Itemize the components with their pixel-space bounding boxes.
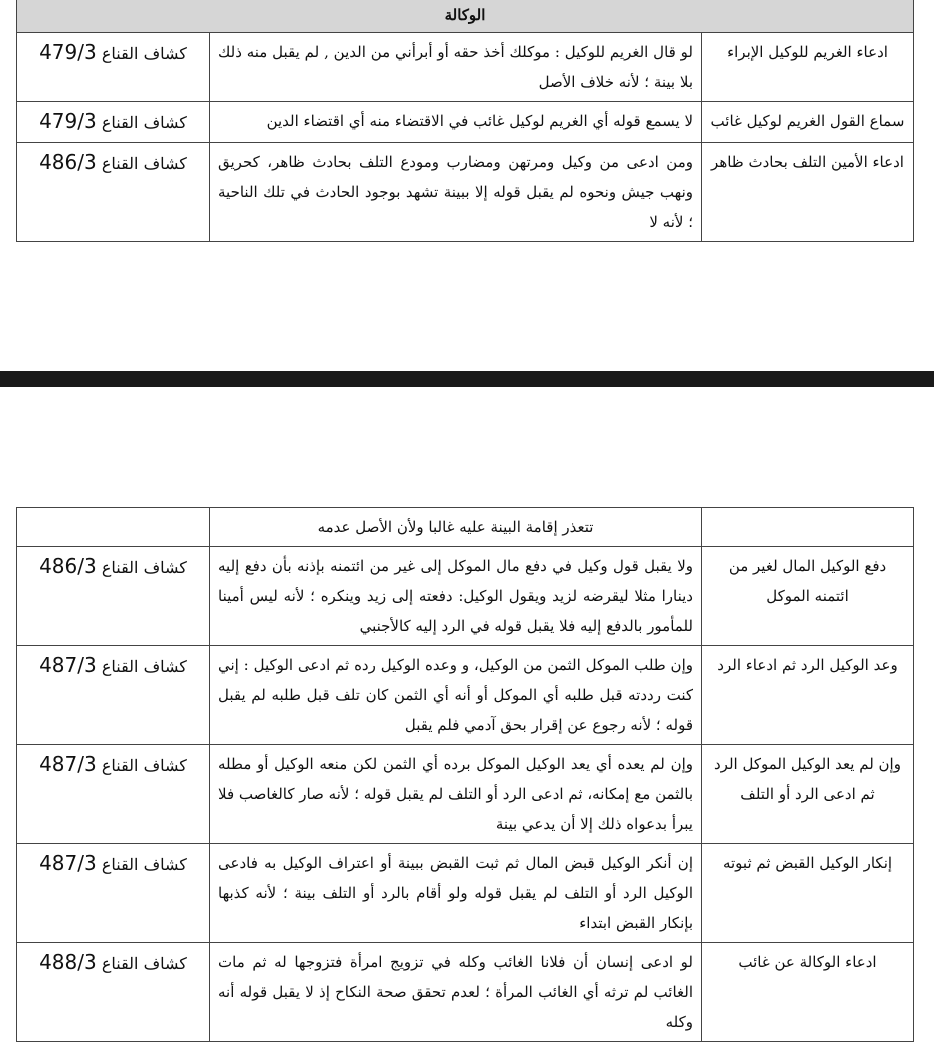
reference-number: 486/3 [39, 554, 97, 578]
reference-cell [17, 943, 210, 1042]
topic-cell: ادعاء الوكالة عن غائب [702, 943, 914, 1042]
page-divider [0, 371, 934, 387]
lower-page-table [16, 507, 914, 1042]
topic-cell: سماع القول الغريم لوكيل غائب [702, 102, 914, 143]
table-row-continuation [17, 508, 914, 547]
reference-number: 479/3 [39, 40, 97, 64]
reference-book: كشاف القناع [101, 154, 187, 173]
continuation-text: تتعذر إقامة البينة عليه غالبا ولأن الأصل عدمه [210, 508, 702, 547]
reference-number: 487/3 [39, 752, 97, 776]
ruling-cell: وإن لم يعده أي يعد الوكيل الموكل برده أي الثمن لكن منعه الوكيل أو مطله بالثمن مع إمكانه، ثم ادعى الرد أو التلف لم يقبل قوله ؛ لأنه صار كالغاصب فلا يبرأ بدعواه ذلك إلا أن يدعي بينة [210, 745, 702, 844]
reference-book: كشاف القناع [101, 756, 187, 775]
ruling-cell: لو قال الغريم للوكيل : موكلك أخذ حقه أو أبرأني من الدين , لم يقبل منه ذلك بلا بينة ؛ لأنه خلاف الأصل [210, 33, 702, 102]
reference-book: كشاف القناع [101, 558, 187, 577]
ruling-cell: ومن ادعى من وكيل ومرتهن ومضارب ومودع التلف بحادث ظاهر، كحريق ونهب جيش ونحوه لم يقبل قوله إلا ببينة تشهد بوجود الحادث في تلك الناحية ؛ لأنه لا [210, 143, 702, 242]
reference-book: كشاف القناع [101, 657, 187, 676]
upper-page-table [16, 0, 914, 242]
ruling-cell: ولا يقبل قول وكيل في دفع مال الموكل إلى غير من ائتمنه بإذنه بأن دفع إليه دينارا مثلا ليقرضه لزيد ويقول الوكيل: دفعته إلى زيد وينكره ؛ لأنه ليس أمينا للمأمور بالدفع إليه فلا يقبل قوله في الرد إليه كالأجنبي [210, 547, 702, 646]
reference-book: كشاف القناع [101, 855, 187, 874]
ruling-cell: وإن طلب الموكل الثمن من الوكيل، و وعده الوكيل رده ثم ادعى الوكيل : إني كنت رددته قبل طلبه أي الموكل أو أنه أي الثمن كان تلف قبل طلبه لم يقبل قوله ؛ لأنه رجوع عن إقرار بحق آدمي فلم يقبل [210, 646, 702, 745]
reference-number: 486/3 [39, 150, 97, 174]
reference-number: 479/3 [39, 109, 97, 133]
topic-cell: إنكار الوكيل القبض ثم ثبوته [702, 844, 914, 943]
reference-cell [17, 33, 210, 102]
table-row [17, 33, 914, 102]
table-row [17, 745, 914, 844]
table-row [17, 943, 914, 1042]
ruling-cell: لا يسمع قوله أي الغريم لوكيل غائب في الاقتضاء منه أي اقتضاء الدين [210, 102, 702, 143]
topic-cell: وعد الوكيل الرد ثم ادعاء الرد [702, 646, 914, 745]
ruling-cell: إن أنكر الوكيل قبض المال ثم ثبت القبض ببينة أو اعتراف الوكيل به فادعى الوكيل الرد أو التلف لم يقبل قوله ولو أقام بالرد أو التلف بينة ؛ لأنه كذبها بإنكار القبض ابتداء [210, 844, 702, 943]
reference-cell [17, 646, 210, 745]
table-row [17, 547, 914, 646]
section-title: الوكالة [17, 0, 914, 33]
reference-cell [17, 844, 210, 943]
section-heading-row [17, 0, 914, 33]
topic-cell: ادعاء الأمين التلف بحادث ظاهر [702, 143, 914, 242]
reference-book: كشاف القناع [101, 44, 187, 63]
reference-book: كشاف القناع [101, 954, 187, 973]
topic-cell: ادعاء الغريم للوكيل الإبراء [702, 33, 914, 102]
reference-cell [17, 547, 210, 646]
ruling-cell: لو ادعى إنسان أن فلانا الغائب وكله في تزويج امرأة فتزوجها له ثم مات الغائب لم ترثه أي الغائب المرأة ؛ لعدم تحقق صحة النكاح إذ لا يقبل قوله أنه وكله [210, 943, 702, 1042]
topic-cell: دفع الوكيل المال لغير من ائتمنه الموكل [702, 547, 914, 646]
reference-number: 488/3 [39, 950, 97, 974]
topic-cell: وإن لم يعد الوكيل الموكل الرد ثم ادعى الرد أو التلف [702, 745, 914, 844]
table-row [17, 844, 914, 943]
reference-cell [17, 143, 210, 242]
reference-book: كشاف القناع [101, 113, 187, 132]
table-row [17, 102, 914, 143]
reference-number: 487/3 [39, 851, 97, 875]
reference-number: 487/3 [39, 653, 97, 677]
reference-cell [17, 745, 210, 844]
table-row [17, 646, 914, 745]
reference-cell [17, 102, 210, 143]
table-row [17, 143, 914, 242]
